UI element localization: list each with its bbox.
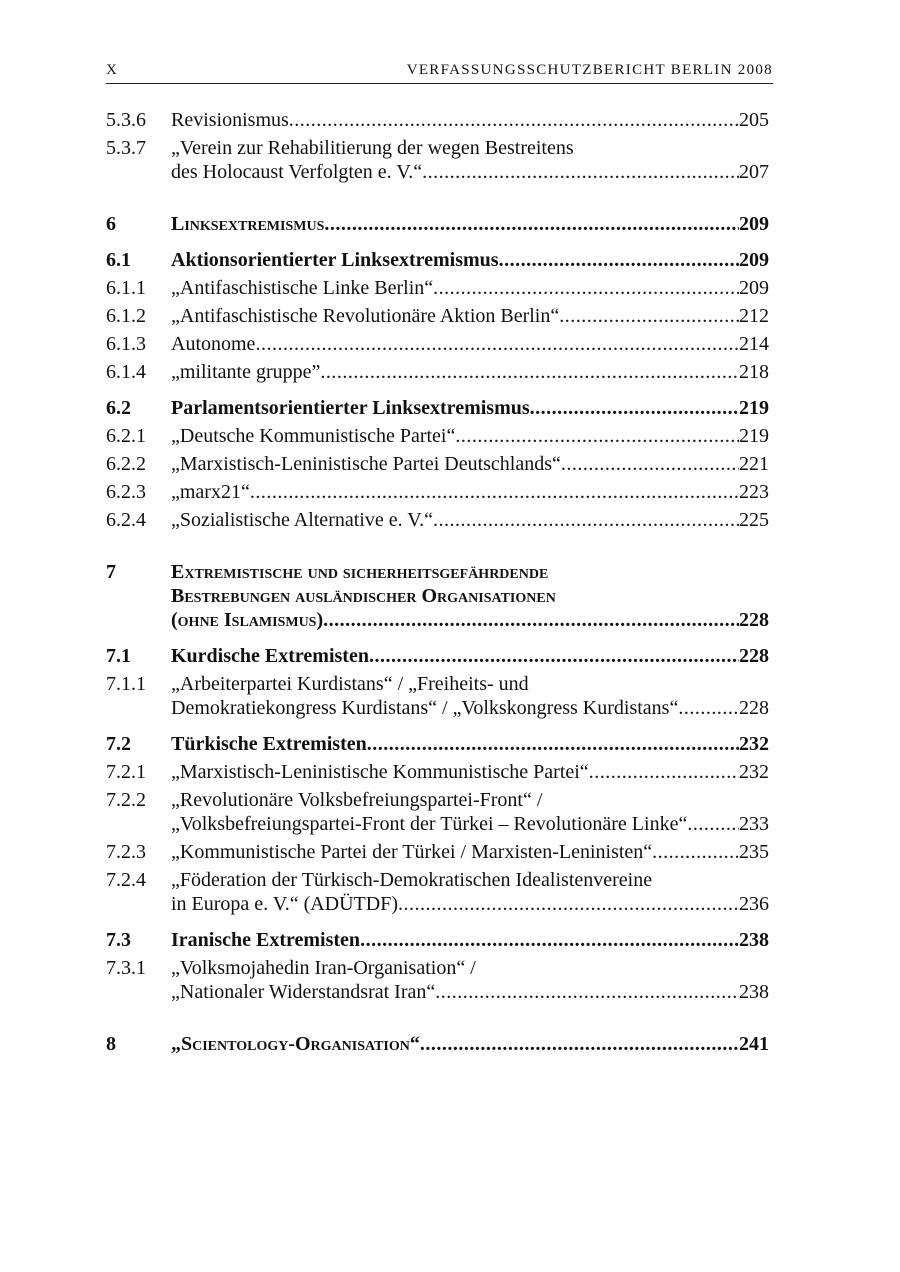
dot-leader <box>455 424 739 448</box>
toc-entry <box>106 868 769 916</box>
toc-entry-page: 236 <box>739 893 769 915</box>
toc-entry-page: 233 <box>739 813 769 835</box>
toc-entry-number: 6.1.1 <box>106 277 146 299</box>
toc-entry <box>106 1032 769 1056</box>
toc-entry <box>106 276 769 300</box>
toc-entry <box>106 956 769 1004</box>
toc-entry-page: 209 <box>739 213 769 235</box>
toc-entry-title <box>171 868 769 916</box>
toc-entry-number: 7.2.1 <box>106 761 146 783</box>
toc-entry-number: 5.3.7 <box>106 137 146 159</box>
toc-entry-page: 235 <box>739 841 769 863</box>
toc-entry-title-line: „Scientology-Organisation“ <box>171 1033 420 1055</box>
dot-leader <box>323 608 739 632</box>
toc-entry-number: 7 <box>106 561 116 583</box>
toc-entry-title-line: Revisionismus <box>171 109 289 131</box>
toc-entry-page: 232 <box>739 733 769 755</box>
dot-leader <box>559 304 739 328</box>
dot-leader <box>367 732 739 756</box>
toc-entry-title-line: Autonome <box>171 333 256 355</box>
toc-entry-number: 6.1.2 <box>106 305 146 327</box>
toc-entry-title <box>171 732 769 756</box>
toc-entry-number: 7.1 <box>106 645 131 667</box>
toc-entry-page: 238 <box>739 981 769 1003</box>
dot-leader <box>687 812 739 836</box>
toc-entry-title <box>171 360 769 384</box>
toc-entry-number: 7.2.3 <box>106 841 146 863</box>
toc-entry-title-line: „Volksmojahedin Iran-Organisation“ / <box>171 957 476 979</box>
dot-leader <box>420 1032 739 1056</box>
toc-entry <box>106 452 769 476</box>
toc-entry-title <box>171 508 769 532</box>
toc-entry-page: 238 <box>739 929 769 951</box>
toc-entry-title-line: „Arbeiterpartei Kurdistans“ / „Freiheits- und <box>171 673 529 695</box>
dot-leader <box>398 892 739 916</box>
toc-entry-number: 6.1 <box>106 249 131 271</box>
toc-entry-page: 223 <box>739 481 769 503</box>
toc-entry-title-line: „militante gruppe” <box>171 361 321 383</box>
toc-entry-title <box>171 108 769 132</box>
toc-entry-title <box>171 840 769 864</box>
toc-entry-title-line: Extremistische und sicherheitsgefährdende <box>171 561 549 583</box>
toc-entry-title <box>171 644 769 668</box>
toc-entry-page: 228 <box>739 697 769 719</box>
toc-entry <box>106 332 769 356</box>
toc-entry-number: 6 <box>106 213 116 235</box>
toc-entry-page: 207 <box>739 161 769 183</box>
toc-entry-title-line: Bestrebungen ausländischer Organisationen <box>171 585 556 607</box>
toc-entry-title-line: Türkische Extremisten <box>171 733 367 755</box>
toc-entry-number: 8 <box>106 1033 116 1055</box>
toc-entry-number: 7.1.1 <box>106 673 146 695</box>
toc-entry-page: 205 <box>739 109 769 131</box>
toc-entry <box>106 732 769 756</box>
header-running-title: VERFASSUNGSSCHUTZBERICHT BERLIN 2008 <box>406 62 773 78</box>
toc-entry-title <box>171 452 769 476</box>
dot-leader <box>433 276 739 300</box>
dot-leader <box>250 480 739 504</box>
toc-entry-number: 6.2 <box>106 397 131 419</box>
dot-leader <box>433 508 739 532</box>
toc-entry-page: 228 <box>739 609 769 631</box>
toc-entry <box>106 840 769 864</box>
toc-entry-page: 214 <box>739 333 769 355</box>
toc-entry-title <box>171 760 769 784</box>
toc-entry-title-line: Iranische Extremisten <box>171 929 361 951</box>
toc-entry-title-line: „Nationaler Widerstandsrat Iran“ <box>171 981 436 1003</box>
toc-entry-title-line: Parlamentsorientierter Linksextremismus <box>171 397 530 419</box>
dot-leader <box>530 396 739 420</box>
toc-entry <box>106 480 769 504</box>
toc-entry-title <box>171 424 769 448</box>
toc-entry-number: 7.2.4 <box>106 869 146 891</box>
toc-entry-title <box>171 136 769 184</box>
toc-entry-page: 232 <box>739 761 769 783</box>
toc-entry-title <box>171 788 769 836</box>
dot-leader <box>255 332 739 356</box>
toc-entry <box>106 928 769 952</box>
toc-entry-title-line: „Kommunistische Partei der Türkei / Marxisten-Leninisten“ <box>171 841 653 863</box>
toc-entry-number: 6.2.1 <box>106 425 146 447</box>
toc-entry-title-line: „Föderation der Türkisch-Demokratischen Idealistenvereine <box>171 869 653 891</box>
header-rule <box>106 83 773 84</box>
header-page-number: X <box>106 62 119 78</box>
toc-entry <box>106 644 769 668</box>
toc-entry-page: 221 <box>739 453 769 475</box>
toc-entry-page: 209 <box>739 277 769 299</box>
toc-entry-page: 228 <box>739 645 769 667</box>
dot-leader <box>369 644 739 668</box>
toc-entry-title-line: Linksextremismus <box>171 213 325 235</box>
toc-entry-title-line: in Europa e. V.“ (ADÜTDF) <box>171 893 399 915</box>
toc-entry-title-line: „Deutsche Kommunistische Partei“ <box>171 425 456 447</box>
toc-entry-number: 7.3 <box>106 929 131 951</box>
toc-entry <box>106 304 769 328</box>
toc-entry-page: 225 <box>739 509 769 531</box>
toc-entry-page: 219 <box>739 425 769 447</box>
toc-entry-title <box>171 560 769 632</box>
toc-entry-page: 218 <box>739 361 769 383</box>
dot-leader <box>360 928 739 952</box>
toc-entry-title <box>171 480 769 504</box>
toc-entry-number: 7.3.1 <box>106 957 146 979</box>
toc-entry-number: 6.2.2 <box>106 453 146 475</box>
toc-entry-title-line: „Marxistisch-Leninistische Kommunistische Partei“ <box>171 761 589 783</box>
toc-entry-title <box>171 1032 769 1056</box>
dot-leader <box>678 696 739 720</box>
toc-entry-title <box>171 956 769 1004</box>
toc-entry <box>106 396 769 420</box>
toc-entry-title <box>171 672 769 720</box>
toc-entry-number: 6.2.4 <box>106 509 146 531</box>
toc-entry-title <box>171 396 769 420</box>
toc-entry-page: 241 <box>739 1033 769 1055</box>
dot-leader <box>652 840 739 864</box>
running-header <box>106 62 773 79</box>
toc-entry-title-line: „Revolutionäre Volksbefreiungspartei-Front“ / <box>171 789 543 811</box>
toc-entry-title-line: „Volksbefreiungspartei-Front der Türkei – Revolutionäre Linke“ <box>171 813 688 835</box>
toc-entry-title-line: des Holocaust Verfolgten e. V.“ <box>171 161 423 183</box>
dot-leader <box>324 212 739 236</box>
toc-entry-title-line: „Antifaschistische Linke Berlin“ <box>171 277 434 299</box>
toc-entry <box>106 108 769 132</box>
toc-entry-title <box>171 248 769 272</box>
toc-entry-number: 6.1.4 <box>106 361 146 383</box>
toc-entry-title <box>171 332 769 356</box>
dot-leader <box>435 980 739 1004</box>
table-of-contents <box>106 108 769 1056</box>
dot-leader <box>320 360 739 384</box>
toc-entry-title-line: „Marxistisch-Leninistische Partei Deutschlands“ <box>171 453 561 475</box>
toc-entry-title-line: (ohne Islamismus) <box>171 609 324 631</box>
toc-entry-title-line: Aktionsorientierter Linksextremismus <box>171 249 499 271</box>
toc-entry <box>106 760 769 784</box>
toc-entry-title-line: „Verein zur Rehabilitierung der wegen Bestreitens <box>171 137 574 159</box>
toc-entry-number: 6.1.3 <box>106 333 146 355</box>
toc-entry-number: 5.3.6 <box>106 109 146 131</box>
toc-entry-title <box>171 212 769 236</box>
toc-entry-title-line: Demokratiekongress Kurdistans“ / „Volkskongress Kurdistans“ <box>171 697 679 719</box>
toc-entry-title <box>171 276 769 300</box>
toc-entry-title <box>171 928 769 952</box>
toc-entry-number: 7.2 <box>106 733 131 755</box>
dot-leader <box>589 760 739 784</box>
toc-entry <box>106 424 769 448</box>
toc-entry-title-line: „Sozialistische Alternative e. V.“ <box>171 509 433 531</box>
toc-entry <box>106 136 769 184</box>
toc-entry <box>106 560 769 632</box>
toc-entry-page: 212 <box>739 305 769 327</box>
toc-entry <box>106 508 769 532</box>
toc-entry-page: 219 <box>739 397 769 419</box>
toc-entry <box>106 360 769 384</box>
toc-entry-number: 7.2.2 <box>106 789 146 811</box>
toc-entry-title-line: „marx21“ <box>171 481 250 503</box>
toc-entry <box>106 248 769 272</box>
dot-leader <box>289 108 739 132</box>
dot-leader <box>561 452 739 476</box>
toc-entry-title <box>171 304 769 328</box>
dot-leader <box>499 248 739 272</box>
toc-entry <box>106 212 769 236</box>
toc-entry <box>106 788 769 836</box>
dot-leader <box>422 160 739 184</box>
toc-entry-number: 6.2.3 <box>106 481 146 503</box>
toc-entry <box>106 672 769 720</box>
toc-entry-title-line: „Antifaschistische Revolutionäre Aktion Berlin“ <box>171 305 560 327</box>
toc-entry-page: 209 <box>739 249 769 271</box>
toc-entry-title-line: Kurdische Extremisten <box>171 645 369 667</box>
